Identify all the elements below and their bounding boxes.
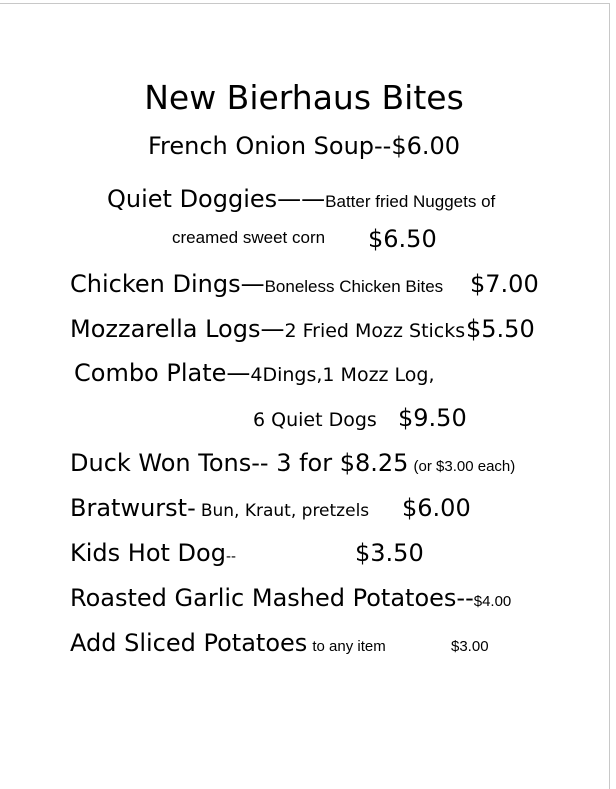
item-name: Mozzarella Logs (70, 315, 261, 343)
item-name: Duck Won Tons-- 3 for $8.25 (70, 449, 409, 477)
item-description: Batter fried Nuggets of (325, 192, 496, 211)
item-name: Bratwurst- (70, 494, 196, 522)
item-name: Combo Plate (74, 359, 227, 387)
item-separator: —— (277, 185, 326, 213)
item-separator: — (260, 315, 285, 343)
item-description: (or $3.00 each) (413, 458, 516, 475)
item-description: Bun, Kraut, pretzels (200, 501, 370, 521)
item-description: 2 Fried Mozz Sticks (284, 320, 466, 342)
item-chicken-dings (70, 272, 443, 296)
item-price: $7.00 (470, 270, 539, 298)
item-add-sliced-potatoes (70, 631, 386, 655)
item-description: Boneless Chicken Bites (264, 277, 444, 296)
item-quiet-doggies-line2 (172, 229, 325, 246)
item-name: Quiet Doggies (107, 185, 278, 213)
item-description: to any item (312, 638, 386, 655)
page-border-right (609, 3, 610, 789)
item-price: $5.50 (466, 315, 535, 343)
item-kids-hot-dog (70, 541, 236, 565)
item-bratwurst (70, 496, 369, 520)
item-separator: -- (225, 548, 236, 565)
item-description: 4Dings,1 Mozz Log, (250, 364, 435, 386)
item-separator: — (226, 359, 251, 387)
item-price: $4.00 (473, 593, 512, 610)
item-duck-won-tons (70, 451, 515, 475)
item-price: $6.50 (368, 225, 437, 253)
item-combo-plate (74, 361, 435, 385)
page-border-top (0, 3, 610, 4)
item-roasted-garlic-mashed-potatoes (70, 586, 511, 610)
item-price: $3.50 (355, 539, 424, 567)
menu-title: New Bierhaus Bites (144, 78, 464, 117)
item-price: $9.50 (398, 404, 467, 432)
item-name: Add Sliced Potatoes (70, 629, 308, 657)
item-separator: — (240, 270, 265, 298)
item-description-cont: creamed sweet corn (172, 228, 326, 247)
item-mozzarella-logs (70, 317, 465, 341)
item-name: Roasted Garlic Mashed Potatoes-- (70, 584, 474, 612)
item-price: $3.00 (451, 638, 489, 655)
item-name: Kids Hot Dog (70, 539, 226, 567)
item-name: Chicken Dings (70, 270, 241, 298)
item-french-onion-soup: French Onion Soup--$6.00 (147, 132, 461, 160)
item-description-cont: 6 Quiet Dogs (253, 409, 377, 431)
item-price: $6.00 (402, 494, 471, 522)
item-quiet-doggies (107, 187, 495, 211)
